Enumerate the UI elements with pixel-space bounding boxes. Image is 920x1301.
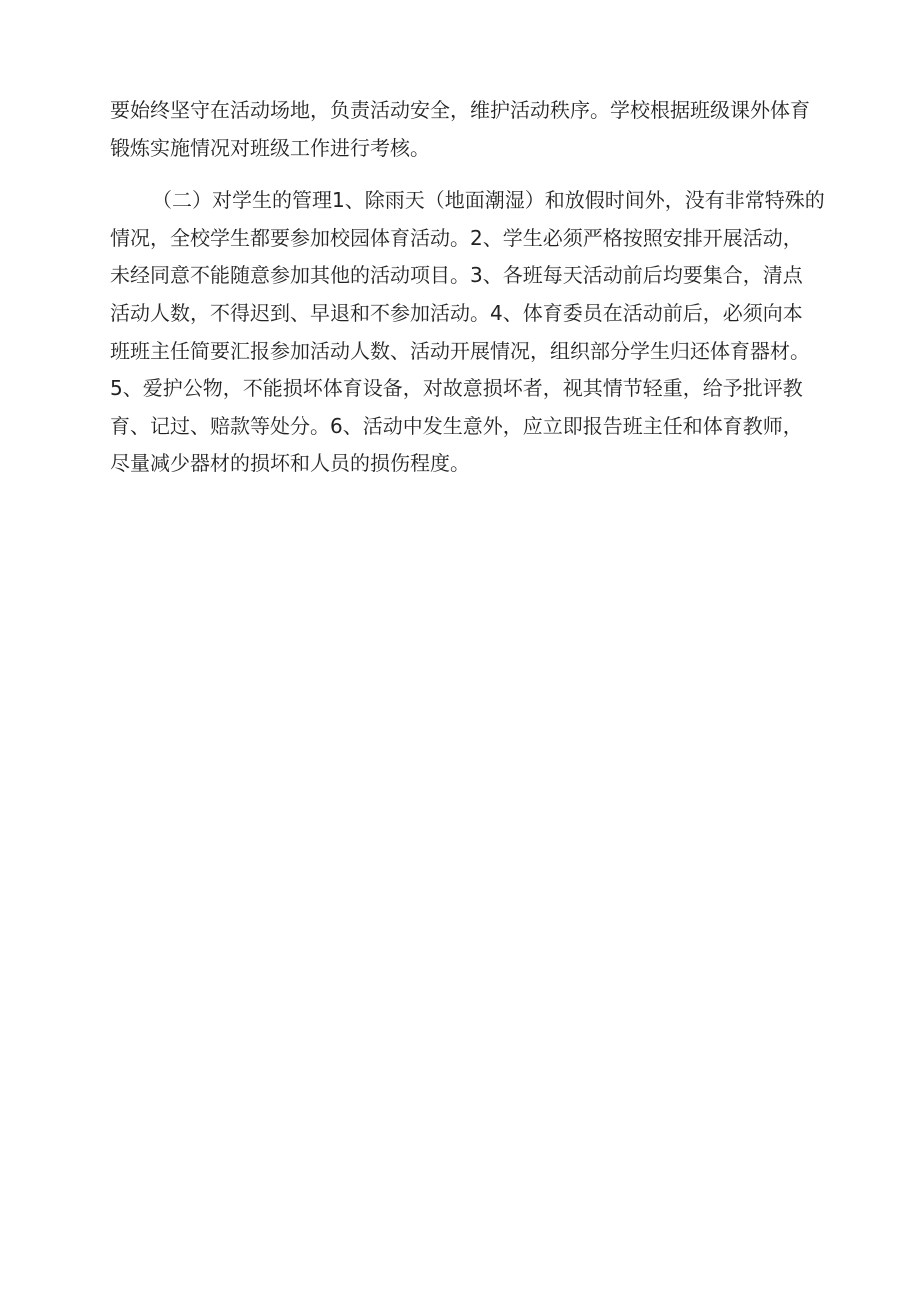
paragraph-2-line-5: 班班主任简要汇报参加活动人数、活动开展情况，组织部分学生归还体育器材。: [110, 338, 810, 363]
paragraph-2-line-7: 育、记过、赔款等处分。6、活动中发生意外，应立即报告班主任和体育教师，: [110, 413, 803, 438]
paragraph-2: [110, 182, 825, 483]
paragraph-2-line-8: 尽量减少器材的损坏和人员的损伤程度。: [110, 451, 470, 476]
document-body: [110, 92, 825, 483]
paragraph-1-line-1: 要始终坚守在活动场地，负责活动安全，维护活动秩序。学校根据班级课外体育: [110, 98, 810, 122]
paragraph-2-line-2: 情况，全校学生都要参加校园体育活动。2、学生必须严格按照安排开展活动，: [110, 225, 803, 250]
paragraph-2-line-6: 5、爱护公物，不能损坏体育设备，对故意损坏者，视其情节轻重，给予批评教: [110, 376, 803, 401]
paragraph-1-line-2: 锻炼实施情况对班级工作进行考核。: [110, 135, 430, 160]
paragraph-2-line-3: 未经同意不能随意参加其他的活动项目。3、各班每天活动前后均要集合，清点: [110, 263, 803, 288]
paragraph-2-line-1: （二）对学生的管理1、除雨天（地面潮湿）和放假时间外，没有非常特殊的: [152, 188, 825, 213]
paragraph-1: [110, 92, 814, 167]
paragraph-spacer: [110, 167, 814, 182]
paragraph-2-line-4: 活动人数，不得迟到、早退和不参加活动。4、体育委员在活动前后，必须向本: [110, 300, 803, 325]
